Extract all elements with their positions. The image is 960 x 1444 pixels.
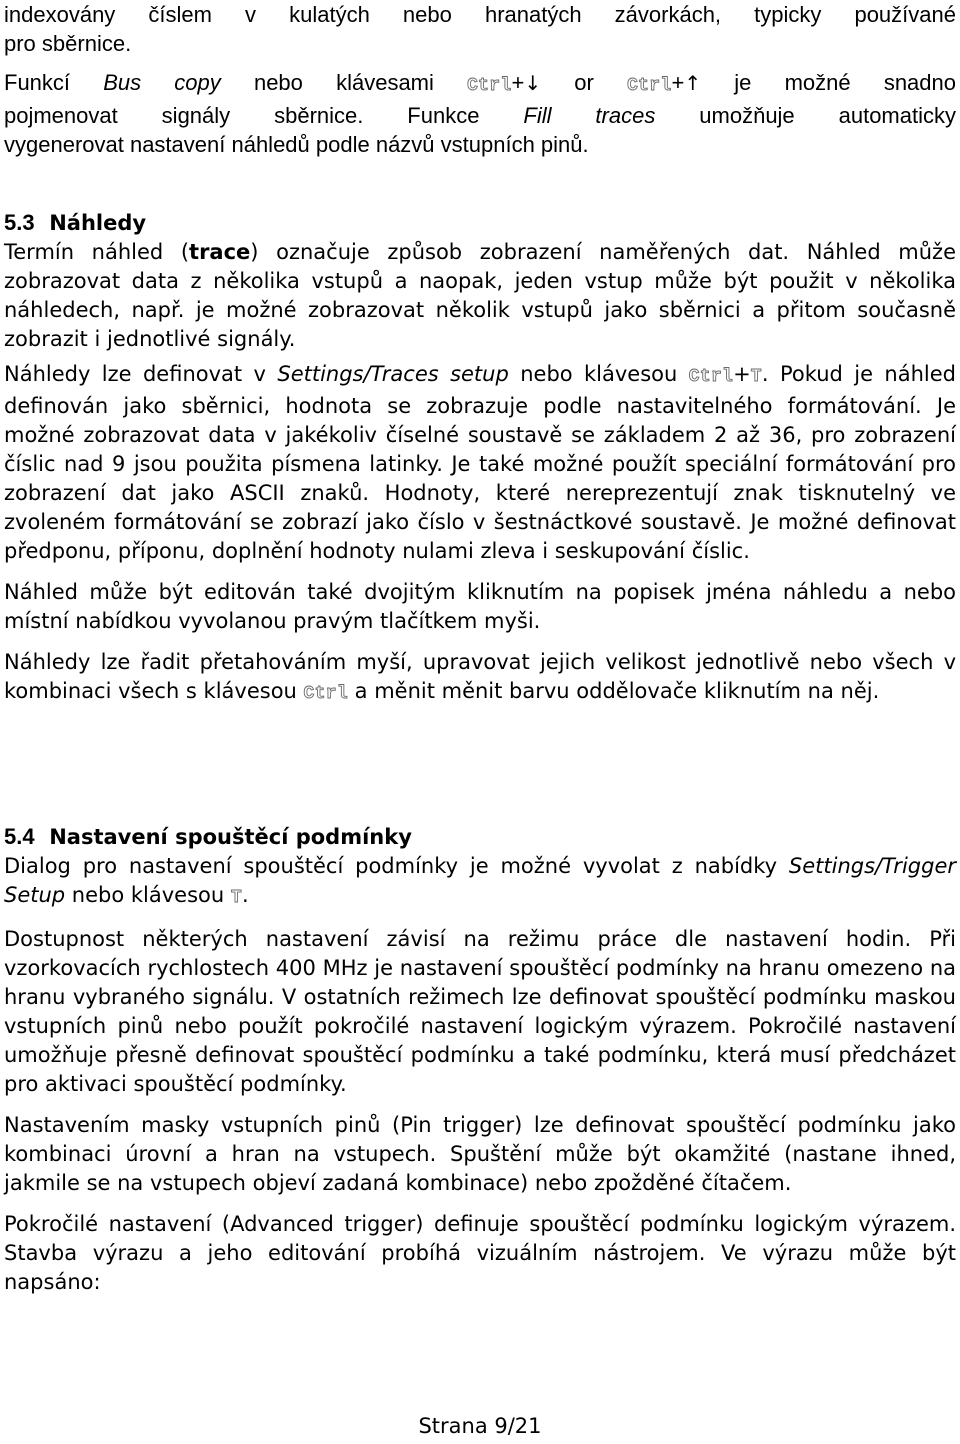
ctrl-key: Ctrl bbox=[467, 76, 512, 96]
section-title: Náhledy bbox=[49, 211, 147, 235]
text-run: nebo klávesami bbox=[220, 70, 468, 95]
section-5-3 bbox=[4, 208, 956, 709]
ctrl-key: Ctrl bbox=[688, 367, 734, 387]
section-number: 5.3 bbox=[4, 210, 35, 235]
t-key: T bbox=[230, 888, 242, 908]
section-heading bbox=[4, 208, 956, 238]
traces-edit-paragraph: Náhled může být editován také dvojitým kliknutím na popisek jména náhledu a nebo místní nabídkou vyvolanou pravým tlačítkem myši. bbox=[4, 580, 956, 633]
text-run: Funkcí bbox=[4, 70, 104, 95]
plus-sign: + bbox=[733, 362, 751, 386]
text-run: umožňuje automaticky bbox=[655, 103, 956, 128]
ctrl-key: Ctrl bbox=[627, 76, 672, 96]
trigger-availability-paragraph: Dostupnost některých nastavení závisí na režimu práce dle nastavení hodin. Při vzorkovacích rychlostech 400 MHz je nastavení spouštěcí podmínky na hranu omezeno na hranu vybraného signálu. V ostatních režimech lze definovat spouštěcí podmínku maskou vstupních pinů nebo použít pokročilé nastavení logickým výrazem. Pokročilé nastavení umožňuje přesně definovat spouštěcí podmínku a také podmínku, která musí předcházet pro aktivaci spouštěcí podmínky. bbox=[4, 927, 956, 1096]
text-run: Dialog pro nastavení spouštěcí podmínky je možné vyvolat z nabídky bbox=[4, 854, 789, 878]
text-run: . bbox=[241, 883, 249, 907]
arrow-down-icon: ↓ bbox=[524, 71, 542, 95]
bus-copy-paragraph bbox=[4, 68, 956, 159]
intro-line-1: indexovány číslem v kulatých nebo hranatých závorkách, typicky používané bbox=[4, 2, 956, 27]
text-run: ) označuje způsob zobrazení naměřených dat. Náhled může zobrazovat data z několika vstupů a naopak, jeden vstup může být použit v několika náhledech, např. je možné zobrazovat několik vstupů jako sběrnici a přitom současně zobrazit i jednotlivé signály. bbox=[4, 240, 956, 351]
bus-copy-line-1 bbox=[4, 68, 956, 101]
trigger-dialog-paragraph bbox=[4, 852, 956, 913]
ctrl-key: Ctrl bbox=[303, 684, 348, 704]
text-run: Náhledy lze definovat v bbox=[4, 362, 278, 386]
text-run: Náhledy lze řadit přetahováním myší, upravovat jejich velikost jednotlivě nebo všech v kombinaci všech s klávesou bbox=[4, 650, 956, 703]
text-run: . Pokud je náhled definován jako sběrnici, hodnota se zobrazuje podle nastavitelného formátování. Je možné zobrazovat data v jakékoliv číselné soustavě se základem 2 až 36, pro zobrazení číslic nad 9 jsou použita písmena latinky. Je také možné použít speciální formátování pro zobrazení dat jako ASCII znaků. Hodnoty, které nereprezentují znak tisknutelný ve zvoleném formátování se zobrazí jako číslo v šestnáctkové soustavě. Je možné definovat předponu, příponu, doplnění hodnoty nulami zleva i seskupování číslic. bbox=[4, 362, 956, 563]
bus-copy-line-2 bbox=[4, 101, 956, 130]
settings-path: Settings/Traces setup bbox=[277, 362, 509, 386]
section-title: Nastavení spouštěcí podmínky bbox=[49, 825, 412, 849]
t-key: T bbox=[750, 367, 762, 387]
advanced-trigger-paragraph: Pokročilé nastavení (Advanced trigger) definuje spouštěcí podmínku logickým výrazem. Stavba výrazu a jeho editování probíhá vizuálním nástrojem. Ve výrazu může být napsáno: bbox=[4, 1212, 956, 1294]
traces-sort-paragraph bbox=[4, 648, 956, 709]
section-heading bbox=[4, 822, 956, 852]
traces-setup-paragraph bbox=[4, 360, 956, 566]
text-run: nebo klávesou bbox=[65, 883, 231, 907]
text-run: or bbox=[541, 70, 628, 95]
pin-trigger-paragraph: Nastavením masky vstupních pinů (Pin trigger) lze definovat spouštěcí podmínku jako kombinaci úrovní a hran na vstupech. Spuštění může být okamžité (nastane ihned, jakmile se na vstupech objeví zadaná kombinace) nebo zpožděné čítačem. bbox=[4, 1113, 956, 1195]
text-run: a měnit měnit barvu oddělovače kliknutím na něj. bbox=[347, 679, 880, 703]
intro-line-2: pro sběrnice. bbox=[4, 31, 132, 56]
text-run: nebo klávesou bbox=[508, 362, 689, 386]
intro-fragment bbox=[4, 0, 956, 58]
bus-copy-term: Bus copy bbox=[103, 70, 221, 95]
page-number: Strana 9/21 bbox=[418, 1414, 542, 1438]
text-run: pojmenovat signály sběrnice. Funkce bbox=[4, 103, 524, 128]
plus-sign: + bbox=[671, 70, 685, 95]
traces-intro-paragraph bbox=[4, 238, 956, 354]
arrow-up-icon: ↑ bbox=[684, 71, 702, 95]
text-run: Termín náhled ( bbox=[4, 240, 190, 264]
text-run: je možné snadno bbox=[701, 70, 956, 95]
section-number: 5.4 bbox=[4, 824, 35, 849]
bus-copy-line-3: vygenerovat nastavení náhledů podle názvů vstupních pinů. bbox=[4, 132, 589, 157]
trace-term: trace bbox=[189, 240, 251, 264]
section-5-4 bbox=[4, 822, 956, 1297]
plus-sign: + bbox=[511, 70, 525, 95]
settings-path: Settings/Trigger Setup bbox=[4, 854, 956, 907]
fill-traces-term: Fill traces bbox=[523, 103, 656, 128]
